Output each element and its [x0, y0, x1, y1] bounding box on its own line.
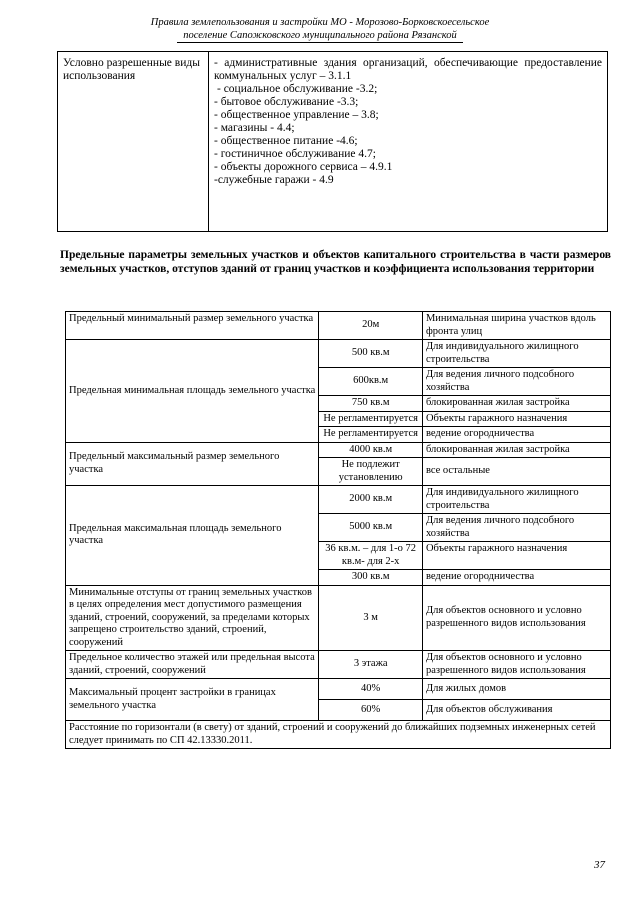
list-item: - административные здания организаций, обеспечивающие предоставление коммунальных услуг – 3.1.1 — [214, 57, 602, 82]
min-area-value: Не регламентируется — [319, 411, 423, 427]
table-row — [66, 486, 611, 514]
max-size-value: 4000 кв.м — [319, 442, 423, 458]
setbacks-label: Минимальные отступы от границ земельных участков в целях определения мест допустимого размещения зданий, строений, сооружений, за пределами которых запрещено строительство зданий, строений, сооружений — [66, 585, 319, 651]
min-area-label: Предельная минимальная площадь земельного участка — [66, 340, 319, 443]
permitted-uses-label: Условно разрешенные виды использования — [58, 52, 209, 232]
list-item: - социальное обслуживание -3.2; — [217, 83, 378, 95]
list-item: - магазины - 4.4; — [214, 122, 295, 134]
coverage-note: Для объектов обслуживания — [422, 700, 610, 721]
min-area-value: Не регламентируется — [319, 427, 423, 443]
floors-value: 3 этажа — [319, 651, 423, 679]
list-item: - общественное управление – 3.8; — [214, 109, 379, 121]
header-line-1: Правила землепользования и застройки МО - Морозово-Борковскоесельское — [150, 17, 490, 28]
max-area-note: ведение огородничества — [422, 570, 610, 586]
table-row — [66, 442, 611, 458]
max-area-note: Для индивидуального жилищного строительства — [422, 486, 610, 514]
min-size-value: 20м — [319, 312, 423, 340]
table-row — [66, 651, 611, 679]
min-area-note: Для индивидуального жилищного строительства — [422, 340, 610, 368]
min-area-note: Объекты гаражного назначения — [422, 411, 610, 427]
min-area-value: 600кв.м — [319, 368, 423, 396]
parameters-table — [65, 311, 611, 749]
min-area-note: ведение огородничества — [422, 427, 610, 443]
permitted-uses-list — [209, 52, 608, 232]
max-area-note: Объекты гаражного назначения — [422, 542, 610, 570]
list-item: - бытовое обслуживание -3.3; — [214, 96, 359, 108]
max-size-note: все остальные — [422, 458, 610, 486]
table-row — [66, 679, 611, 700]
setbacks-note: Для объектов основного и условно разрешенного видов использования — [422, 585, 610, 651]
min-size-label: Предельный минимальный размер земельного участка — [66, 312, 319, 340]
min-area-note: Для ведения личного подсобного хозяйства — [422, 368, 610, 396]
floors-label: Предельное количество этажей или предельная высота зданий, строений, сооружений — [66, 651, 319, 679]
min-area-value: 500 кв.м — [319, 340, 423, 368]
min-area-note: блокированная жилая застройка — [422, 396, 610, 412]
max-area-note: Для ведения личного подсобного хозяйства — [422, 514, 610, 542]
section-heading: Предельные параметры земельных участков и объектов капитального строительства в части размеров земельных участков, отступов зданий от границ участков и коэффициента использования территории — [60, 249, 611, 275]
coverage-label: Максимальный процент застройки в границах земельного участка — [66, 679, 319, 721]
table-row — [66, 312, 611, 340]
setbacks-value: 3 м — [319, 585, 423, 651]
max-size-label: Предельный максимальный размер земельного участка — [66, 442, 319, 486]
list-item: - общественное питание -4.6; — [214, 135, 358, 147]
coverage-value: 60% — [319, 700, 423, 721]
footer-note: Расстояние по горизонтали (в свету) от зданий, строений и сооружений до ближайших подземных инженерных сетей следует принимать по СП 42.13330.2011. — [66, 721, 611, 749]
list-item: - гостиничное обслуживание 4.7; — [214, 148, 376, 160]
min-size-note: Минимальная ширина участков вдоль фронта улиц — [422, 312, 610, 340]
floors-note: Для объектов основного и условно разрешенного видов использования — [422, 651, 610, 679]
max-area-value: 2000 кв.м — [319, 486, 423, 514]
max-size-value: Не подлежит установлению — [319, 458, 423, 486]
page-header — [0, 16, 640, 43]
max-size-note: блокированная жилая застройка — [422, 442, 610, 458]
header-line-2: поселение Сапожковского муниципального района Рязанской — [177, 29, 463, 43]
max-area-value: 5000 кв.м — [319, 514, 423, 542]
max-area-value: 300 кв.м — [319, 570, 423, 586]
permitted-uses-table — [57, 51, 608, 232]
list-item: - объекты дорожного сервиса – 4.9.1 — [214, 161, 393, 173]
max-area-value: 36 кв.м. – для 1-о 72 кв.м- для 2-х — [319, 542, 423, 570]
table-row — [66, 585, 611, 651]
coverage-note: Для жилых домов — [422, 679, 610, 700]
max-area-label: Предельная максимальная площадь земельного участка — [66, 486, 319, 586]
coverage-value: 40% — [319, 679, 423, 700]
min-area-value: 750 кв.м — [319, 396, 423, 412]
page-number: 37 — [594, 859, 605, 871]
table-row — [66, 721, 611, 749]
list-item: -служебные гаражи - 4.9 — [214, 174, 334, 186]
table-row — [66, 340, 611, 368]
